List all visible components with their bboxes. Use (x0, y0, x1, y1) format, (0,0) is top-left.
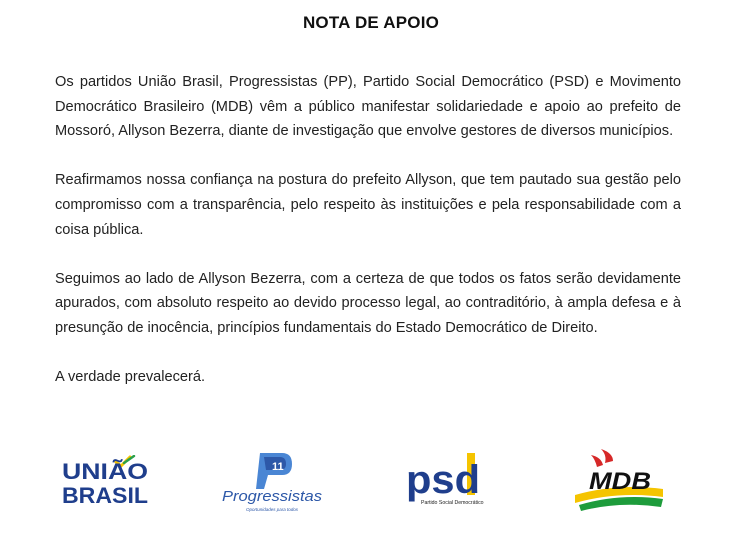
mdb-wordmark: MDB (589, 468, 651, 495)
mdb-green-swoosh (579, 497, 663, 511)
document-title: NOTA DE APOIO (302, 13, 440, 32)
party-logos (0, 445, 742, 525)
document-body (55, 70, 681, 390)
uniao-logo-line2: BRASIL (62, 483, 148, 507)
paragraph-2: Reafirmamos nossa confiança na postura do prefeito Allyson, que tem pautado sua gestão pelo compromisso com a transparência, pelo respeito às instituições e pela responsabilidade com a coisa pública. (55, 172, 681, 238)
psd-subtitle: Partido Social Democrático (421, 500, 484, 506)
paragraph-3: Seguimos ao lado de Allyson Bezerra, com a certeza de que todos os fatos serão devidamente apurados, com absoluto respeito ao devido processo legal, ao contraditório, à ampla defesa e à presunção de inocência, princípios fundamentais do Estado Democrático de Direito. (55, 270, 681, 336)
mdb-red-flame-icon (591, 449, 613, 467)
uniao-brasil-logo (60, 455, 152, 507)
closing-line: A verdade prevalecerá. (55, 369, 206, 386)
uniao-logo-line1: UNIÃO (62, 459, 148, 484)
paragraph-1: Os partidos União Brasil, Progressistas (PP), Partido Social Democrático (PSD) e Movimento Democrático Brasileiro (MDB) vêm a público manifestar solidariedade e apoio ao prefeito de Mossoró, Allyson Bezerra, diante de investigação que envolve gestores de diversos municípios. (55, 74, 681, 140)
psd-wordmark: psd (406, 458, 480, 502)
progressistas-name: Progressistas (222, 488, 323, 505)
progressistas-tagline: Oportunidades para todos (246, 507, 299, 512)
mdb-logo (573, 449, 665, 513)
progressistas-logo (220, 449, 324, 515)
progressistas-number: 11 (272, 461, 284, 473)
psd-logo (405, 451, 489, 509)
